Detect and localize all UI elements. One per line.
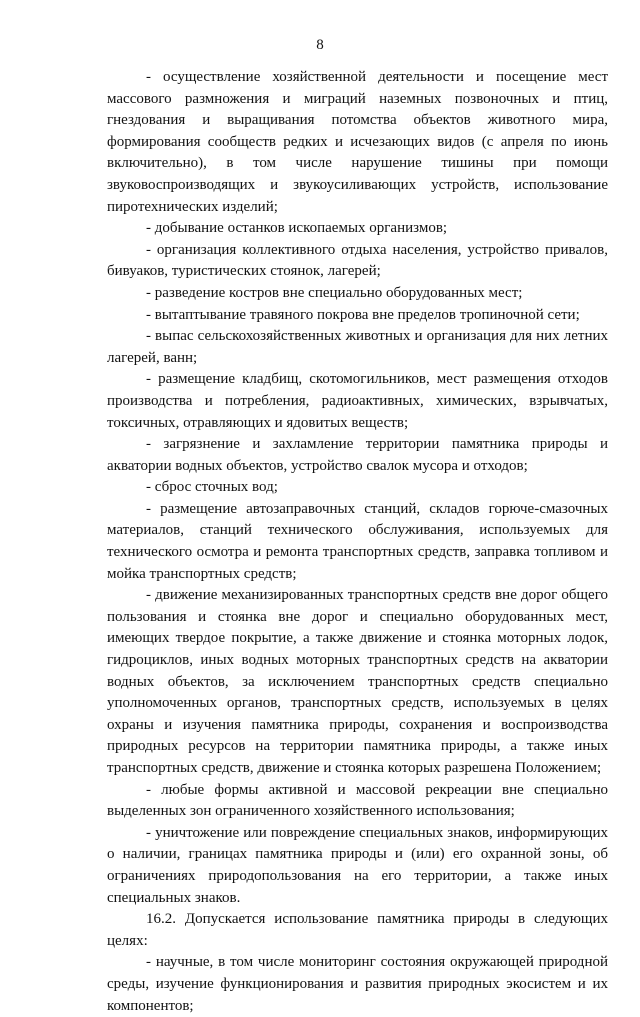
- paragraph-pollution: - загрязнение и захламление территории памятника природы и акватории водных объектов, устройство свалок мусора и отходов;: [107, 436, 608, 474]
- paragraph-grazing: - выпас сельскохозяйственных животных и организация для них летних лагерей, ванн;: [107, 328, 608, 366]
- paragraph-sign-damage: - уничтожение или повреждение специальных знаков, информирующих о наличии, границах памятника природы и (или) его охранной зоны, об ограничениях природопользования на его территории, а также иных специальных знаков.: [107, 824, 608, 906]
- paragraph-campfires: - разведение костров вне специально оборудованных мест;: [146, 284, 523, 301]
- page-number: 8: [316, 37, 324, 53]
- paragraph-waste-placement: - размещение кладбищ, скотомогильников, мест размещения отходов производства и потребления, радиоактивных, химических, взрывчатых, токсичных, отравляющих и ядовитых веществ;: [107, 371, 608, 431]
- document-body: [107, 67, 608, 1017]
- paragraph-collective-recreation: - организация коллективного отдыха населения, устройство привалов, бивуаков, туристических стоянок, лагерей;: [107, 241, 608, 280]
- section-16-2-heading: 16.2. Допускается использование памятника природы в следующих целях:: [107, 911, 608, 949]
- paragraph-wastewater: - сброс сточных вод;: [146, 479, 278, 496]
- paragraph-trampling: - вытаптывание травяного покрова вне пределов тропиночной сети;: [146, 306, 580, 323]
- paragraph-gas-stations: - размещение автозаправочных станций, складов горюче-смазочных материалов, станций технического обслуживания, используемых для технического осмотра и ремонта транспортных средств, заправка топливом и мойка транспортных средств;: [107, 500, 608, 582]
- paragraph-economic-activity: - осуществление хозяйственной деятельности и посещение мест массового размножения и миграций наземных позвоночных и птиц, гнездования и выращивания потомства объектов животного мира, формирования сообществ редких и исчезающих видов (с апреля по июнь включительно), в том числе нарушение тишины при помощи звуковоспроизводящих и звукоусиливающих устройств, использование пиротехнических изделий;: [107, 69, 608, 215]
- paragraph-vehicle-movement: - движение механизированных транспортных средств вне дорог общего пользования и стоянка вне дорог и специально оборудованных мест, имеющих твердое покрытие, а также движение и стоянка моторных лодок, гидроциклов, иных водных моторных транспортных средств на акватории водных объектов, за исключением транспортных средств специально уполномоченных органов, транспортных средств, используемых в целях охраны и изучения памятника природы, сохранения и воспроизводства природных ресурсов на территории памятника природы, а также иных транспортных средств, движение и стоянка которых разрешена Положением;: [107, 587, 608, 776]
- paragraph-fossil-extraction: - добывание останков ископаемых организмов;: [146, 220, 448, 237]
- paragraph-mass-recreation: - любые формы активной и массовой рекреации вне специально выделенных зон ограниченного хозяйственного использования;: [107, 781, 608, 820]
- paragraph-scientific-use: - научные, в том числе мониторинг состояния окружающей природной среды, изучение функционирования и развития природных экосистем и их компонентов;: [107, 954, 608, 1014]
